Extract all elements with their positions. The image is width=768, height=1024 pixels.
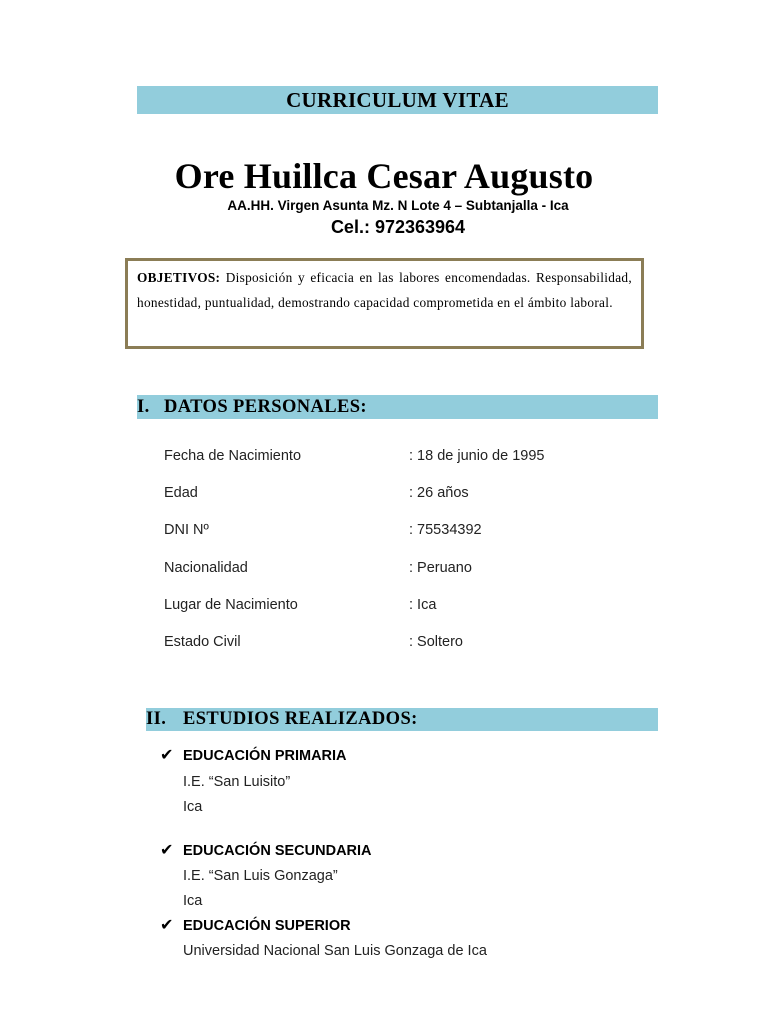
check-icon: ✔ <box>160 842 174 859</box>
dp-value: : 18 de junio de 1995 <box>409 448 545 464</box>
objetivos-box <box>125 258 644 349</box>
edu-line: Ica <box>183 893 203 909</box>
dp-value: : Peruano <box>409 560 472 576</box>
section-title: DATOS PERSONALES: <box>164 397 367 417</box>
dp-label: Nacionalidad <box>164 560 248 576</box>
objetivos-label: OBJETIVOS: <box>137 270 221 285</box>
dp-label: Lugar de Nacimiento <box>164 597 298 613</box>
objetivos-text: Disposición y eficacia en las labores encomendadas. Responsabilidad, honestidad, puntualidad, demostrando capacidad comprometida en el ámbito laboral. <box>137 270 632 310</box>
dp-label: Edad <box>164 485 198 501</box>
address: AA.HH. Virgen Asunta Mz. N Lote 4 – Subtanjalla - Ica <box>227 198 569 213</box>
phone-number: Cel.: 972363964 <box>330 217 466 237</box>
section-number: I. <box>137 397 150 417</box>
check-icon: ✔ <box>160 747 174 764</box>
section-datos-personales <box>137 395 658 419</box>
candidate-name: Ore Huillca Cesar Augusto <box>174 156 594 196</box>
check-icon: ✔ <box>160 917 174 934</box>
dp-value: : Ica <box>409 597 437 613</box>
edu-title: EDUCACIÓN PRIMARIA <box>183 748 347 764</box>
document-title: CURRICULUM VITAE <box>137 86 658 114</box>
edu-line: Universidad Nacional San Luis Gonzaga de Ica <box>183 943 487 959</box>
dp-value: : 75534392 <box>409 522 482 538</box>
section-title: ESTUDIOS REALIZADOS: <box>183 709 418 729</box>
edu-title: EDUCACIÓN SUPERIOR <box>183 918 351 934</box>
edu-line: Ica <box>183 799 203 815</box>
section-estudios-realizados <box>146 708 658 731</box>
dp-label: Fecha de Nacimiento <box>164 448 302 464</box>
edu-title: EDUCACIÓN SECUNDARIA <box>183 843 372 859</box>
dp-label: Estado Civil <box>164 634 241 650</box>
dp-value: : Soltero <box>409 634 463 650</box>
dp-label: DNI Nº <box>164 522 209 538</box>
dp-value: : 26 años <box>409 485 469 501</box>
edu-line: I.E. “San Luis Gonzaga” <box>183 868 338 884</box>
section-number: II. <box>146 709 167 729</box>
edu-line: I.E. “San Luisito” <box>183 774 291 790</box>
